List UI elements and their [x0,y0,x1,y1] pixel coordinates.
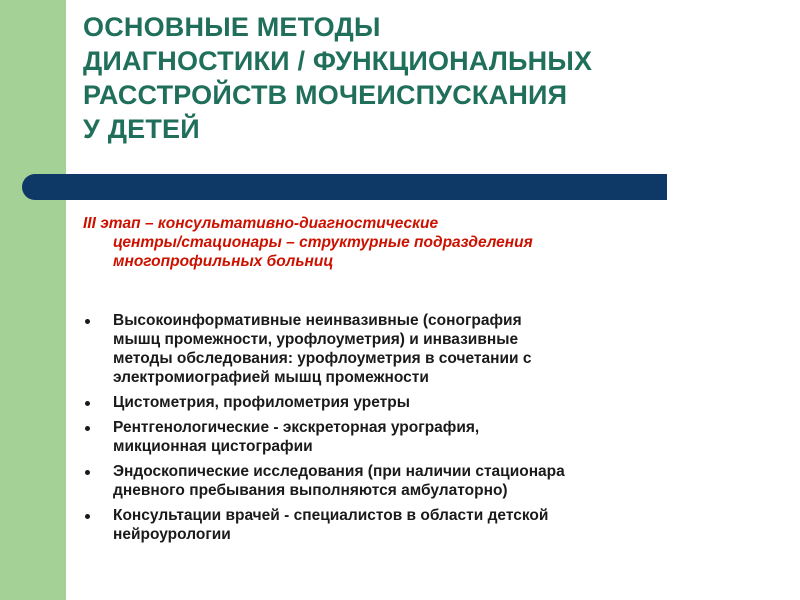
title-line: РАССТРОЙСТВ МОЧЕИСПУСКАНИЯ [83,80,568,110]
title-line: ОСНОВНЫЕ МЕТОДЫ [83,12,381,42]
list-item [83,393,783,412]
methods-list [83,311,783,550]
bullet-icon [85,426,90,431]
list-item-line: электромиографией мышц промежности [113,369,429,386]
slide-title [83,10,783,146]
list-item-line: микционная цистографии [113,438,313,455]
list-item [83,462,783,500]
list-item-line: Эндоскопические исследования (при наличии стационара [113,463,565,480]
list-item-line: методы обследования: урофлоуметрия в сочетании с [113,350,532,367]
title-line: У ДЕТЕЙ [83,114,200,144]
list-item [83,311,783,387]
list-item [83,506,783,544]
list-item-line: Высокоинформативные неинвазивные (сонография [113,312,522,329]
title-divider-bar [22,174,667,200]
list-item-line: мышц промежности, урофлоуметрия) и инвазивные [113,331,519,348]
bullet-icon [85,401,90,406]
list-item-line: Консультации врачей - специалистов в области детской [113,507,549,524]
title-line: ДИАГНОСТИКИ / ФУНКЦИОНАЛЬНЫХ [83,46,593,76]
list-item-line: нейроурологии [113,526,231,543]
left-decorative-band [0,0,66,600]
stage-line: центры/стационары – структурные подразделения [113,234,533,251]
stage-line: многопрофильных больниц [113,253,334,270]
bullet-icon [85,470,90,475]
list-item-line: дневного пребывания выполняются амбулаторно) [113,482,508,499]
stage-heading [83,214,763,271]
bullet-icon [85,514,90,519]
stage-line: III этап – консультативно-диагностические [83,215,439,232]
bullet-icon [85,319,90,324]
list-item-line: Рентгенологические - экскреторная урография, [113,419,480,436]
list-item-line: Цистометрия, профилометрия уретры [113,394,410,411]
list-item [83,418,783,456]
